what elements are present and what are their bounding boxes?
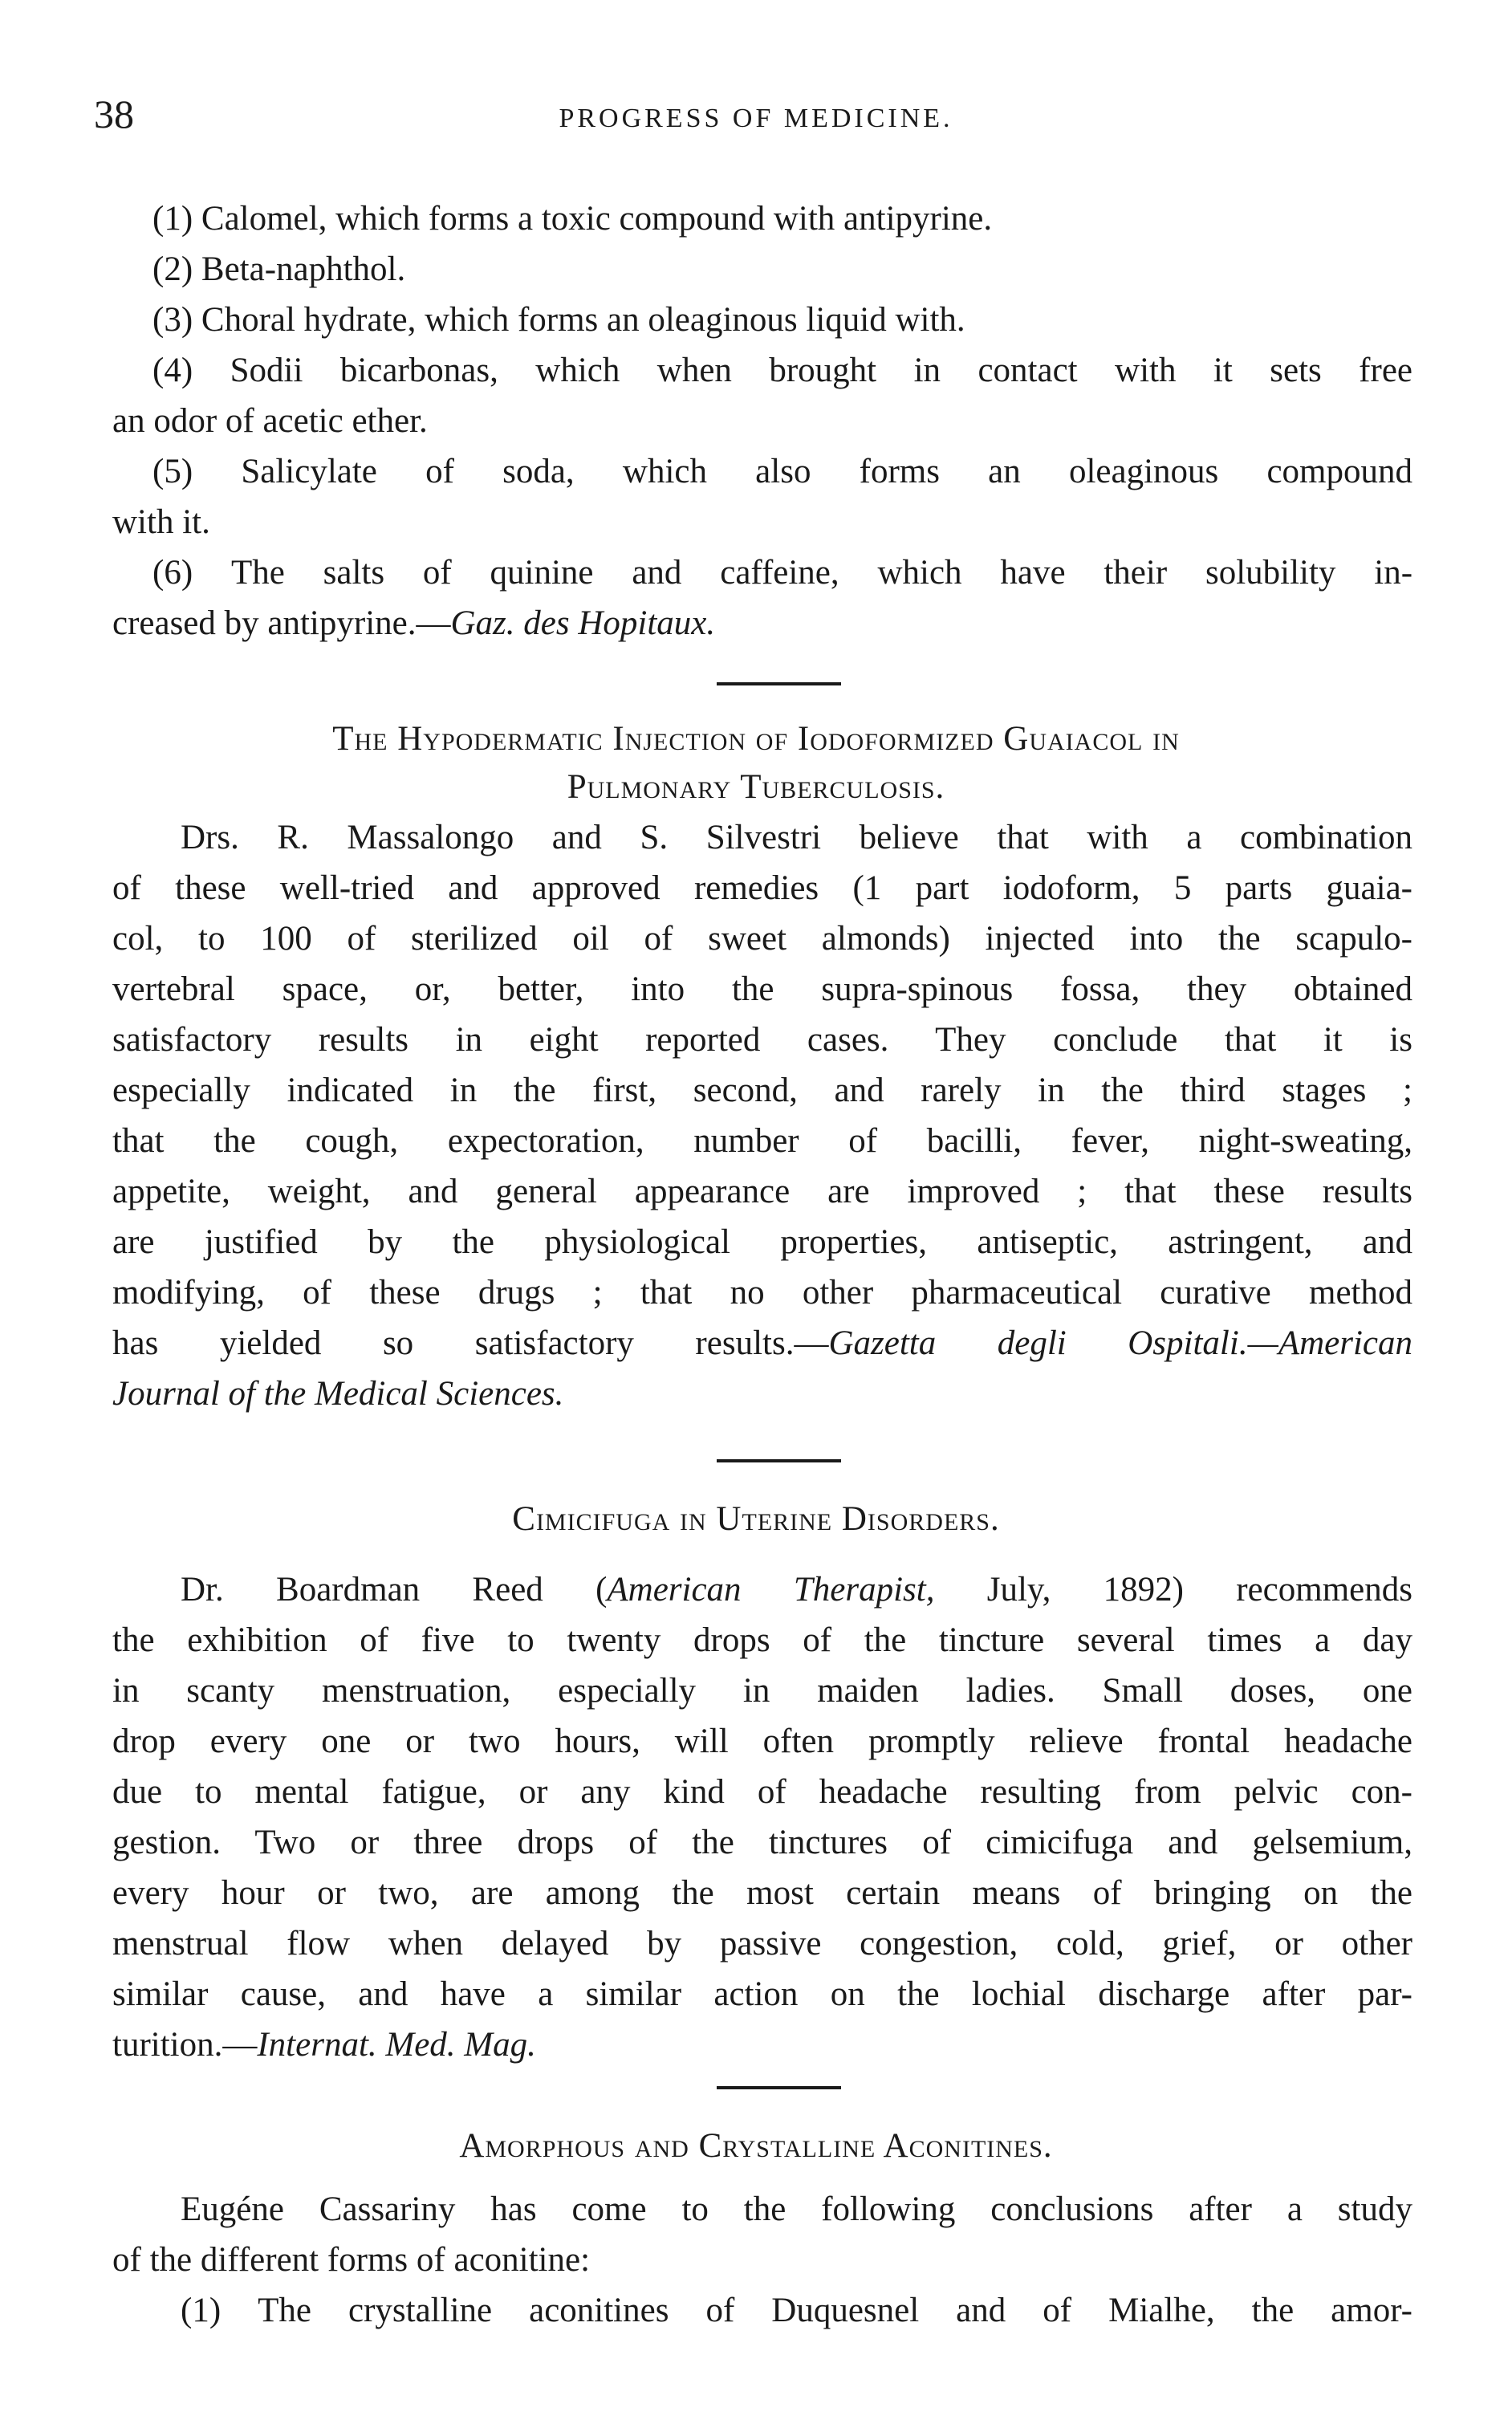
paragraph-line: modifying, of these drugs ; that no other pharmaceutical curative method [112, 1274, 1412, 1312]
item-number: (2) [152, 250, 193, 288]
paragraph-text: has yielded so satisfactory results.— [112, 1324, 829, 1362]
paragraph-line: of these well-tried and approved remedies (1 part iodoform, 5 parts guaia- [112, 869, 1412, 907]
paragraph-line [112, 1323, 1412, 1365]
paragraph-line: especially indicated in the first, second, and rarely in the third stages ; [112, 1072, 1412, 1109]
paragraph-line [181, 1569, 1412, 1611]
paragraph-line: appetite, weight, and general appearance are improved ; that these results [112, 1173, 1412, 1210]
section-title-continuation: Pulmonary Tuberculosis. [567, 768, 945, 806]
paragraph-line: drop every one or two hours, will often promptly relieve frontal headache [112, 1723, 1412, 1760]
list-item [152, 299, 1412, 341]
paragraph-line: Eugéne Cassariny has come to the following conclusions after a study [181, 2190, 1412, 2228]
paragraph-line: of the different forms of aconitine: [112, 2241, 591, 2279]
paragraph-line: every hour or two, are among the most certain means of bringing on the [112, 1874, 1412, 1912]
list-item [181, 2290, 1412, 2332]
item-text: The salts of quinine and caffeine, which have their solubility in- [230, 554, 1413, 592]
paragraph-line: menstrual flow when delayed by passive congestion, cold, grief, or other [112, 1925, 1412, 1963]
list-item [152, 552, 1412, 594]
paragraph-line: that the cough, expectoration, number of bacilli, fever, night-sweating, [112, 1122, 1412, 1160]
paragraph-line: vertebral space, or, better, into the supra-spinous fossa, they obtained [112, 970, 1412, 1008]
section-title: The Hypodermatic Injection of Iodoformized Guaiacol in [332, 720, 1180, 758]
paragraph-line: col, to 100 of sterilized oil of sweet almonds) injected into the scapulo- [112, 920, 1412, 958]
list-item [152, 249, 1412, 291]
citation: American Therapist, [607, 1571, 935, 1609]
section-divider [717, 1459, 841, 1462]
paragraph-text: turition.— [112, 2026, 258, 2064]
item-text: Calomel, which forms a toxic compound with antipyrine. [201, 200, 993, 238]
citation: Journal of the Medical Sciences. [112, 1375, 564, 1413]
section-title: Amorphous and Crystalline Aconitines. [459, 2127, 1053, 2165]
list-item [152, 350, 1412, 392]
list-item-continuation [112, 603, 1412, 645]
list-item-continuation: with it. [112, 503, 210, 541]
item-text: The crystalline aconitines of Duquesnel and of Mialhe, the amor- [258, 2292, 1412, 2329]
paragraph-line: similar cause, and have a similar action on the lochial discharge after par- [112, 1975, 1412, 2013]
citation: Gazetta degli Ospitali.—American [828, 1324, 1412, 1362]
item-number: (5) [152, 453, 193, 490]
list-item [152, 198, 1412, 240]
item-number: (1) [181, 2292, 222, 2329]
item-number: (1) [152, 200, 193, 238]
page-number: 38 [94, 92, 134, 136]
item-text: creased by antipyrine.— [112, 604, 451, 642]
paragraph-line [112, 2024, 1412, 2066]
item-number: (6) [152, 554, 193, 592]
paragraph-line: gestion. Two or three drops of the tinctures of cimicifuga and gelsemium, [112, 1824, 1412, 1861]
item-text: Sodii bicarbonas, which when brought in contact with it sets free [230, 352, 1412, 389]
item-text: Choral hydrate, which forms an oleaginous liquid with. [201, 301, 965, 339]
list-item-continuation: an odor of acetic ether. [112, 402, 428, 440]
item-text: Beta-naphthol. [201, 250, 406, 288]
paragraph-line: in scanty menstruation, especially in maiden ladies. Small doses, one [112, 1672, 1412, 1710]
section-divider [717, 2086, 841, 2089]
paragraph-text: July, 1892) recommends [934, 1571, 1412, 1609]
section-divider [717, 682, 841, 685]
paragraph-line: Drs. R. Massalongo and S. Silvestri believe that with a combination [181, 819, 1412, 856]
running-head: PROGRESS OF MEDICINE. [559, 104, 953, 133]
paragraph-line: due to mental fatigue, or any kind of headache resulting from pelvic con- [112, 1773, 1412, 1811]
paragraph-line: satisfactory results in eight reported cases. They conclude that it is [112, 1021, 1412, 1059]
section-title: Cimicifuga in Uterine Disorders. [512, 1500, 1000, 1538]
item-text: Salicylate of soda, which also forms an oleaginous compound [241, 453, 1412, 490]
item-number: (4) [152, 352, 193, 389]
citation: Gaz. des Hopitaux. [450, 604, 716, 642]
list-item [152, 451, 1412, 493]
citation: Internat. Med. Mag. [257, 2026, 536, 2064]
paragraph-line: are justified by the physiological properties, antiseptic, astringent, and [112, 1223, 1412, 1261]
item-number: (3) [152, 301, 193, 339]
paragraph-text: Dr. Boardman Reed ( [181, 1571, 608, 1609]
citation-line [112, 1373, 1412, 1415]
paragraph-line: the exhibition of five to twenty drops of the tincture several times a day [112, 1621, 1412, 1659]
